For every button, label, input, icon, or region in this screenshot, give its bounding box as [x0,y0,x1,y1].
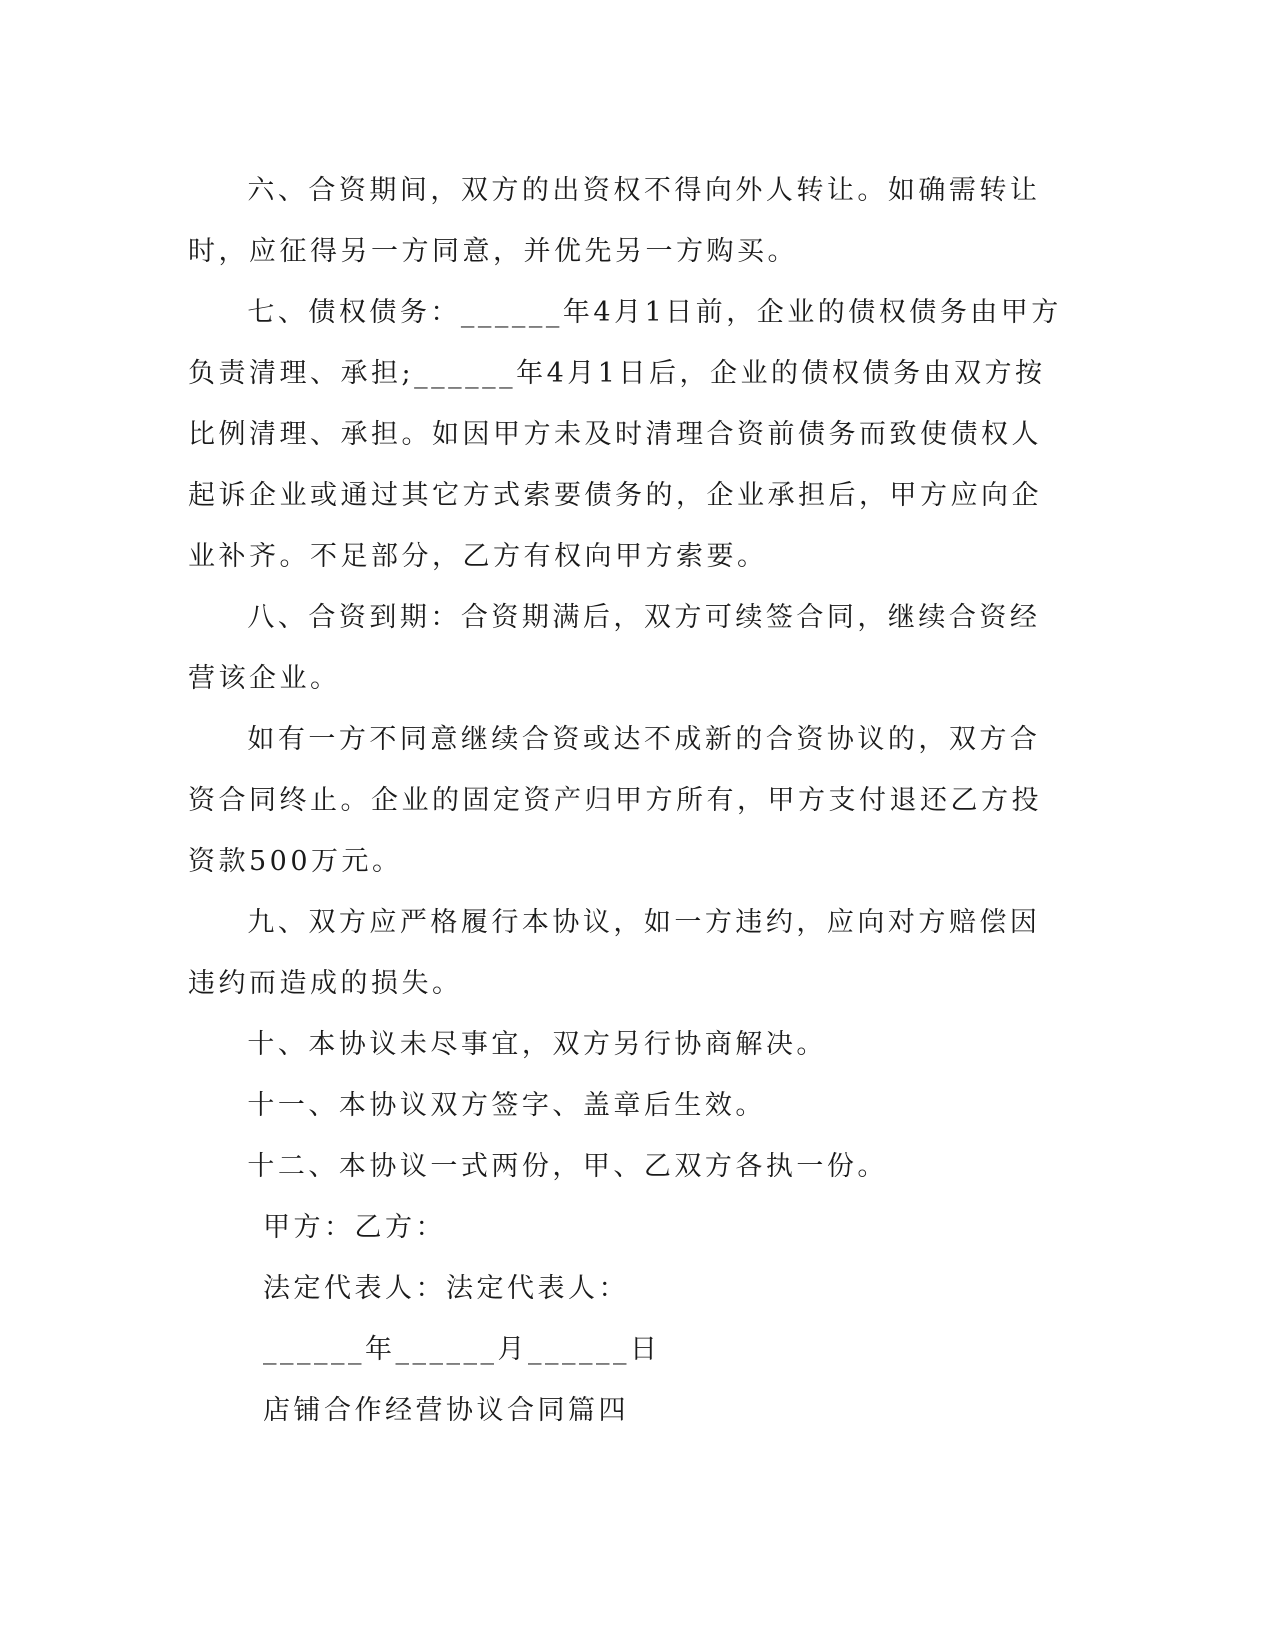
clause-10: 十、本协议未尽事宜，双方另行协商解决。 [247,1029,827,1060]
clause-7: 七、债权债务：______年4月1日前，企业的债权债务由甲方负责清理、承担;______年4月1日后，企业的债权债务由双方按比例清理、承担。如因甲方未及时清理合资前债务而致使债权人起诉企业或通过其它方式索要债务的，企业承担后，甲方应向企业补齐。不足部分，乙方有权向甲方索要。 [188,297,1062,572]
clause-11: 十一、本协议双方签字、盖章后生效。 [247,1090,766,1121]
next-section-title: 店铺合作经营协议合同篇四 [263,1395,629,1426]
signature-date: ______年______月______日 [263,1334,661,1365]
document-body [188,160,1068,1441]
clause-8: 八、合资到期：合资期满后，双方可续签合同，继续合资经营该企业。 [188,602,1041,694]
clause-8-detail: 如有一方不同意继续合资或达不成新的合资协议的，双方合资合同终止。企业的固定资产归甲方所有，甲方支付退还乙方投资款500万元。 [188,724,1042,877]
signature-representatives: 法定代表人：法定代表人： [263,1273,629,1304]
clause-9: 九、双方应严格履行本协议，如一方违约，应向对方赔偿因违约而造成的损失。 [188,907,1041,999]
clause-6: 六、合资期间，双方的出资权不得向外人转让。如确需转让时，应征得另一方同意，并优先另一方购买。 [188,175,1041,267]
signature-parties: 甲方：乙方： [263,1212,446,1243]
clause-12: 十二、本协议一式两份，甲、乙双方各执一份。 [247,1151,888,1182]
